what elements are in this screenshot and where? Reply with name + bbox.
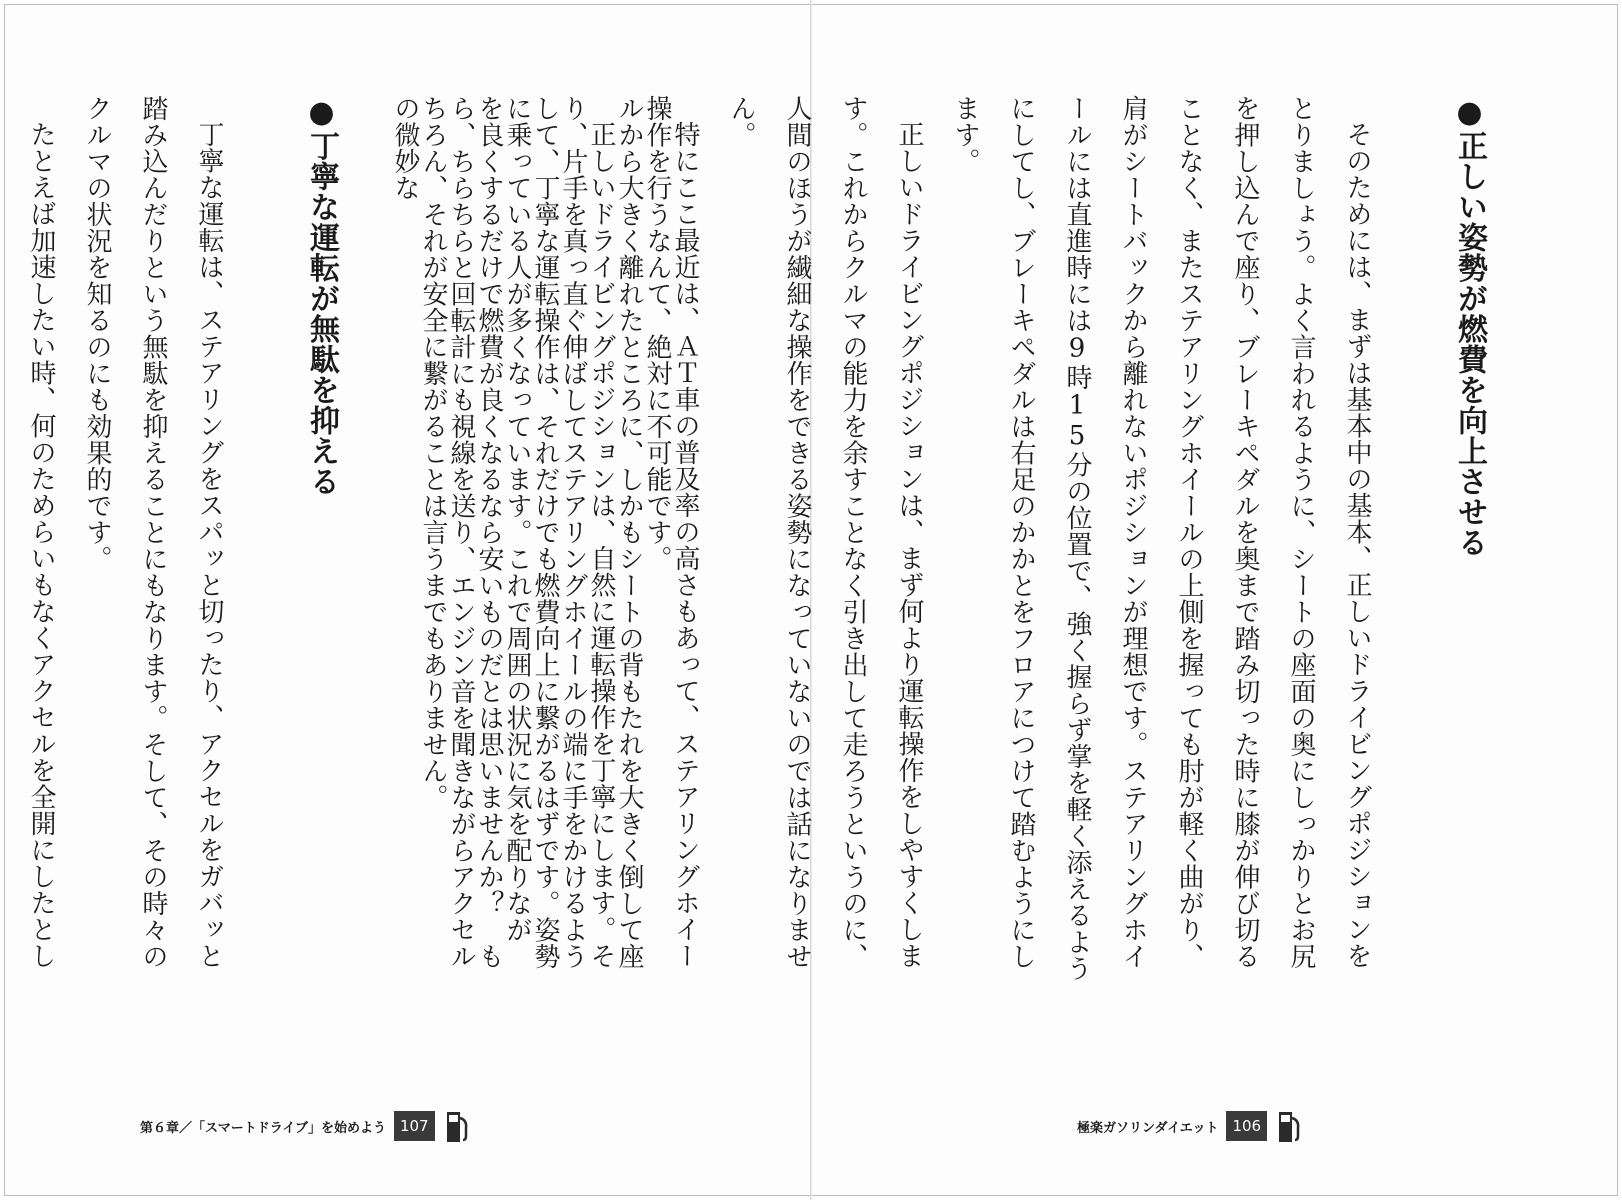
chapter-title: 第６章／「スマートドライブ」を始めよう bbox=[140, 1120, 386, 1136]
book-title: 極楽ガソリンダイエット bbox=[1077, 1120, 1219, 1136]
body-paragraph: 操作を行うなんて、絶対に不可能です。 bbox=[642, 95, 672, 572]
body-paragraph: 正しいドライビングポジションは、自然に運転操作を丁寧にします。そして、丁寧な運転操作は、それだけでも燃費向上に繋がるはずです。姿勢を良くするだけで燃費が良くなるなら安いものだとは思いませんか？ もちろん、それが安全に繋がることは言うまでもありません。 bbox=[418, 95, 616, 970]
fuel-pump-icon bbox=[443, 1106, 471, 1146]
section-gap bbox=[237, 95, 293, 995]
body-paragraph: 丁寧な運転は、ステアリングをスパッと切ったり、アクセルをガバッと踏み込んだりという無駄を抑えることにもなります。そして、その時々のクルマの状況を知るのにも効果的です。 bbox=[82, 95, 224, 970]
page-footer bbox=[1077, 1108, 1303, 1144]
body-paragraph: 特にここ最近は、ＡＴ車の普及率の高さもあって、ステアリングホイールから大きく離れたところに、しかもシートの背もたれを大きく倒して座り、片手を真っ直ぐ伸ばしてステアリングホイールの端に手をかけるように乗っている人が多くなっています。これで周囲の状況に気を配りながら、ちらちらと回転計にも視線を送り、エンジン音を聞きながらアクセルの微妙な bbox=[390, 95, 700, 970]
body-paragraph: 正しいドライビングポジションは、まず何より運転操作をしやすくします。これからクルマの能力を余すことなく引き出して走ろうというのに、人間のほうが繊細な操作をできる姿勢になっていないのでは話になりません。 bbox=[726, 95, 924, 970]
body-paragraph: そのためには、まずは基本中の基本、正しいドライビングポジションをとりましょう。よく言われるように、シートの座面の奥にしっかりとお尻を押し込んで座り、ブレーキペダルを奥まで踏み切った時に膝が伸び切ることなく、またステアリングホイールの上側を握っても肘が軽く曲がり、肩がシートバックから離れないポジションが理想です。ステアリングホイールには直進時には9時15分の位置で、強く握らず掌を軽く添えるようにしてし、ブレーキペダルは右足のかかとをフロアにつけて踏むようにします。 bbox=[950, 95, 1372, 982]
section-heading: ●正しい姿勢が燃費を向上させる bbox=[1452, 95, 1487, 558]
section-heading: ●丁寧な運転が無駄を抑える bbox=[304, 95, 339, 497]
page-number: 107 bbox=[394, 1111, 435, 1141]
page-number: 106 bbox=[1226, 1111, 1267, 1141]
fuel-pump-icon bbox=[1275, 1106, 1303, 1146]
page-footer bbox=[140, 1108, 471, 1144]
body-paragraph: たとえば加速したい時、何のためらいもなくアクセルを全開にしたとし bbox=[26, 121, 56, 969]
section-gap bbox=[1385, 95, 1441, 995]
